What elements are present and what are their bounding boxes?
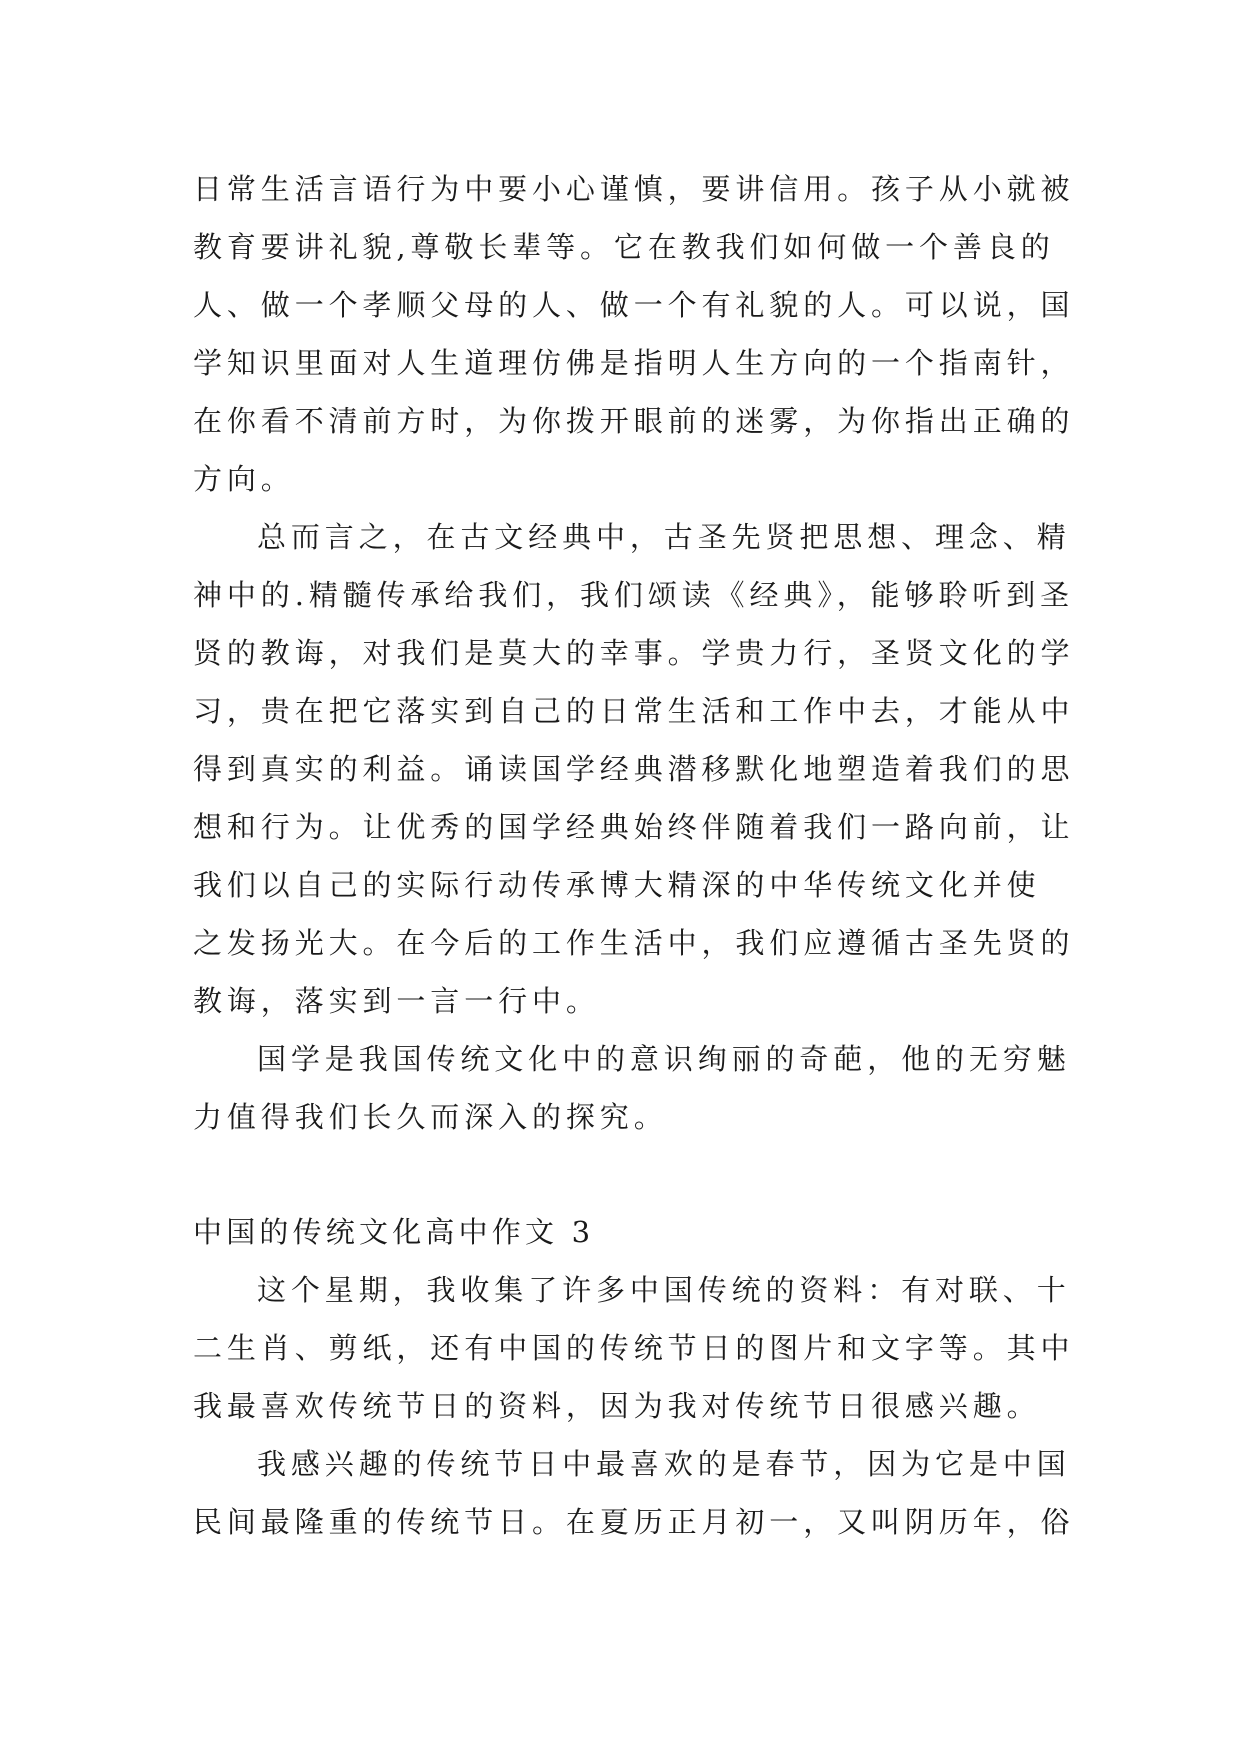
text-line: 之发扬光大。在今后的工作生活中，我们应遵循古圣先贤的 [193,926,1075,960]
text-line: 这个星期，我收集了许多中国传统的资料：有对联、十 [257,1273,1071,1307]
text-line: 教诲，落实到一言一行中。 [193,984,600,1018]
text-line: 我感兴趣的传统节日中最喜欢的是春节，因为它是中国 [257,1447,1071,1481]
text-line: 我最喜欢传统节日的资料，因为我对传统节日很感兴趣。 [193,1389,1041,1423]
text-line: 力值得我们长久而深入的探究。 [193,1100,668,1134]
text-line: 二生肖、剪纸，还有中国的传统节日的图片和文字等。其中 [193,1331,1075,1365]
text-line: 想和行为。让优秀的国学经典始终伴随着我们一路向前，让 [193,810,1075,844]
text-line: 习，贵在把它落实到自己的日常生活和工作中去，才能从中 [193,694,1075,728]
essay-heading: 中国的传统文化高中作文 3 [193,1215,595,1249]
text-line: 在你看不清前方时，为你拨开眼前的迷雾，为你指出正确的 [193,404,1075,438]
text-line: 得到真实的利益。诵读国学经典潜移默化地塑造着我们的思 [193,752,1075,786]
paragraph-continuation [193,160,1075,508]
text-line: 学知识里面对人生道理仿佛是指明人生方向的一个指南针， [193,346,1075,380]
text-line: 民间最隆重的传统节日。在夏历正月初一，又叫阴历年，俗 [193,1505,1075,1539]
text-line: 总而言之，在古文经典中，古圣先贤把思想、理念、精 [257,520,1071,554]
text-line: 方向。 [193,462,295,496]
text-line: 贤的教诲，对我们是莫大的幸事。学贵力行，圣贤文化的学 [193,636,1075,670]
text-line: 日常生活言语行为中要小心谨慎，要讲信用。孩子从小就被 [193,172,1075,206]
paragraph-spring-festival [193,1435,1075,1551]
text-line: 我们以自己的实际行动传承博大精深的中华传统文化并使 [193,868,1041,902]
text-line: 神中的.精髓传承给我们，我们颂读《经典》，能够聆听到圣 [193,578,1075,612]
text-line: 国学是我国传统文化中的意识绚丽的奇葩，他的无穷魅 [257,1042,1071,1076]
paragraph-conclusion [193,1030,1071,1146]
text-line: 教育要讲礼貌,尊敬长辈等。它在教我们如何做一个善良的 [193,230,1055,264]
text-line: 人、做一个孝顺父母的人、做一个有礼貌的人。可以说，国 [193,288,1075,322]
paragraph-intro [193,1261,1075,1435]
paragraph-summary [193,508,1075,1030]
